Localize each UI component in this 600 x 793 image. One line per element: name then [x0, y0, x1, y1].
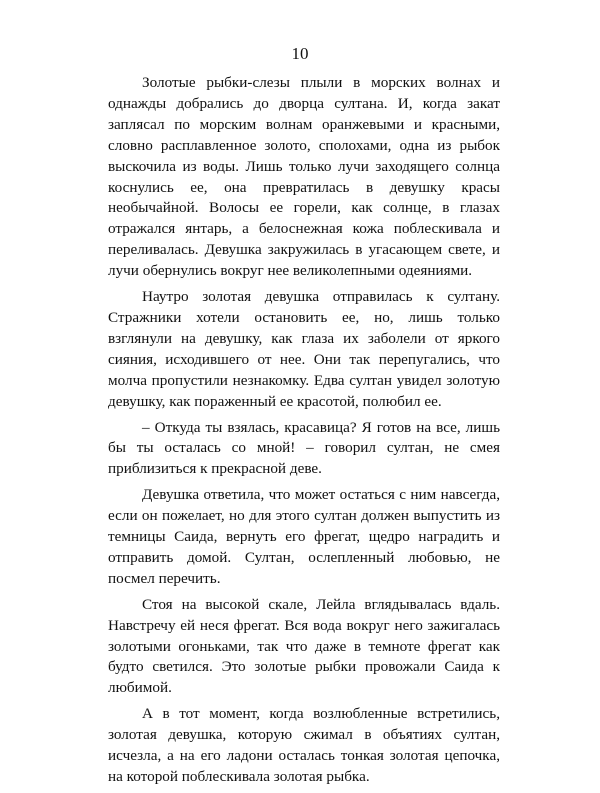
page-number: 10 [291, 44, 309, 63]
paragraph-3: – Откуда ты взялась, красавица? Я готов на все, лишь бы ты осталась со мной! – говорил султан, не смея приблизиться к прекрасной деве. [108, 418, 500, 478]
story-text [108, 73, 500, 793]
paragraph-6: А в тот момент, когда возлюбленные встретились, золотая девушка, которую сжимал в объятиях султан, исчезла, а на его ладони осталась тонкая золотая цепочка, на которой поблескивала золотая рыбка. [108, 705, 500, 785]
paragraph-1: Золотые рыбки-слезы плыли в морских волнах и однажды добрались до дворца султана. И, когда закат заплясал по морским волнам оранжевыми и красными, словно расплавленное золото, сполохами, одна из рыбок выскочила из воды. Лишь только лучи заходящего солнца коснулись ее, она превратилась в девушку красы необычайной. Волосы ее горели, как солнце, в глазах отражался янтарь, а белоснежная кожа поблескивала и переливалась. Девушка закружилась в угасающем свете, и лучи обернулись вокруг нее великолепными одеяниями. [108, 74, 500, 280]
paragraph-4: Девушка ответила, что может остаться с ним навсегда, если он пожелает, но для этого султан должен выпустить из темницы Саида, вернуть его фрегат, щедро наградить и отправить домой. Султан, ослепленный любовью, не посмел перечить. [108, 486, 500, 587]
paragraph-5: Стоя на высокой скале, Лейла вглядывалась вдаль. Навстречу ей неся фрегат. Вся вода вокруг него зажигалась золотыми огоньками, так что даже в темноте фрегат как будто светился. Это золотые рыбки провожали Саида к любимой. [108, 595, 500, 697]
paragraph-2: Наутро золотая девушка отправилась к султану. Стражники хотели остановить ее, но, лишь только взглянули на девушку, как глаза их заболели от яркого сияния, исходившего от нее. Они так перепугались, что молча пропустили незнакомку. Едва султан увидел золотую девушку, как пораженный ее красотой, полюбил ее. [108, 288, 500, 410]
